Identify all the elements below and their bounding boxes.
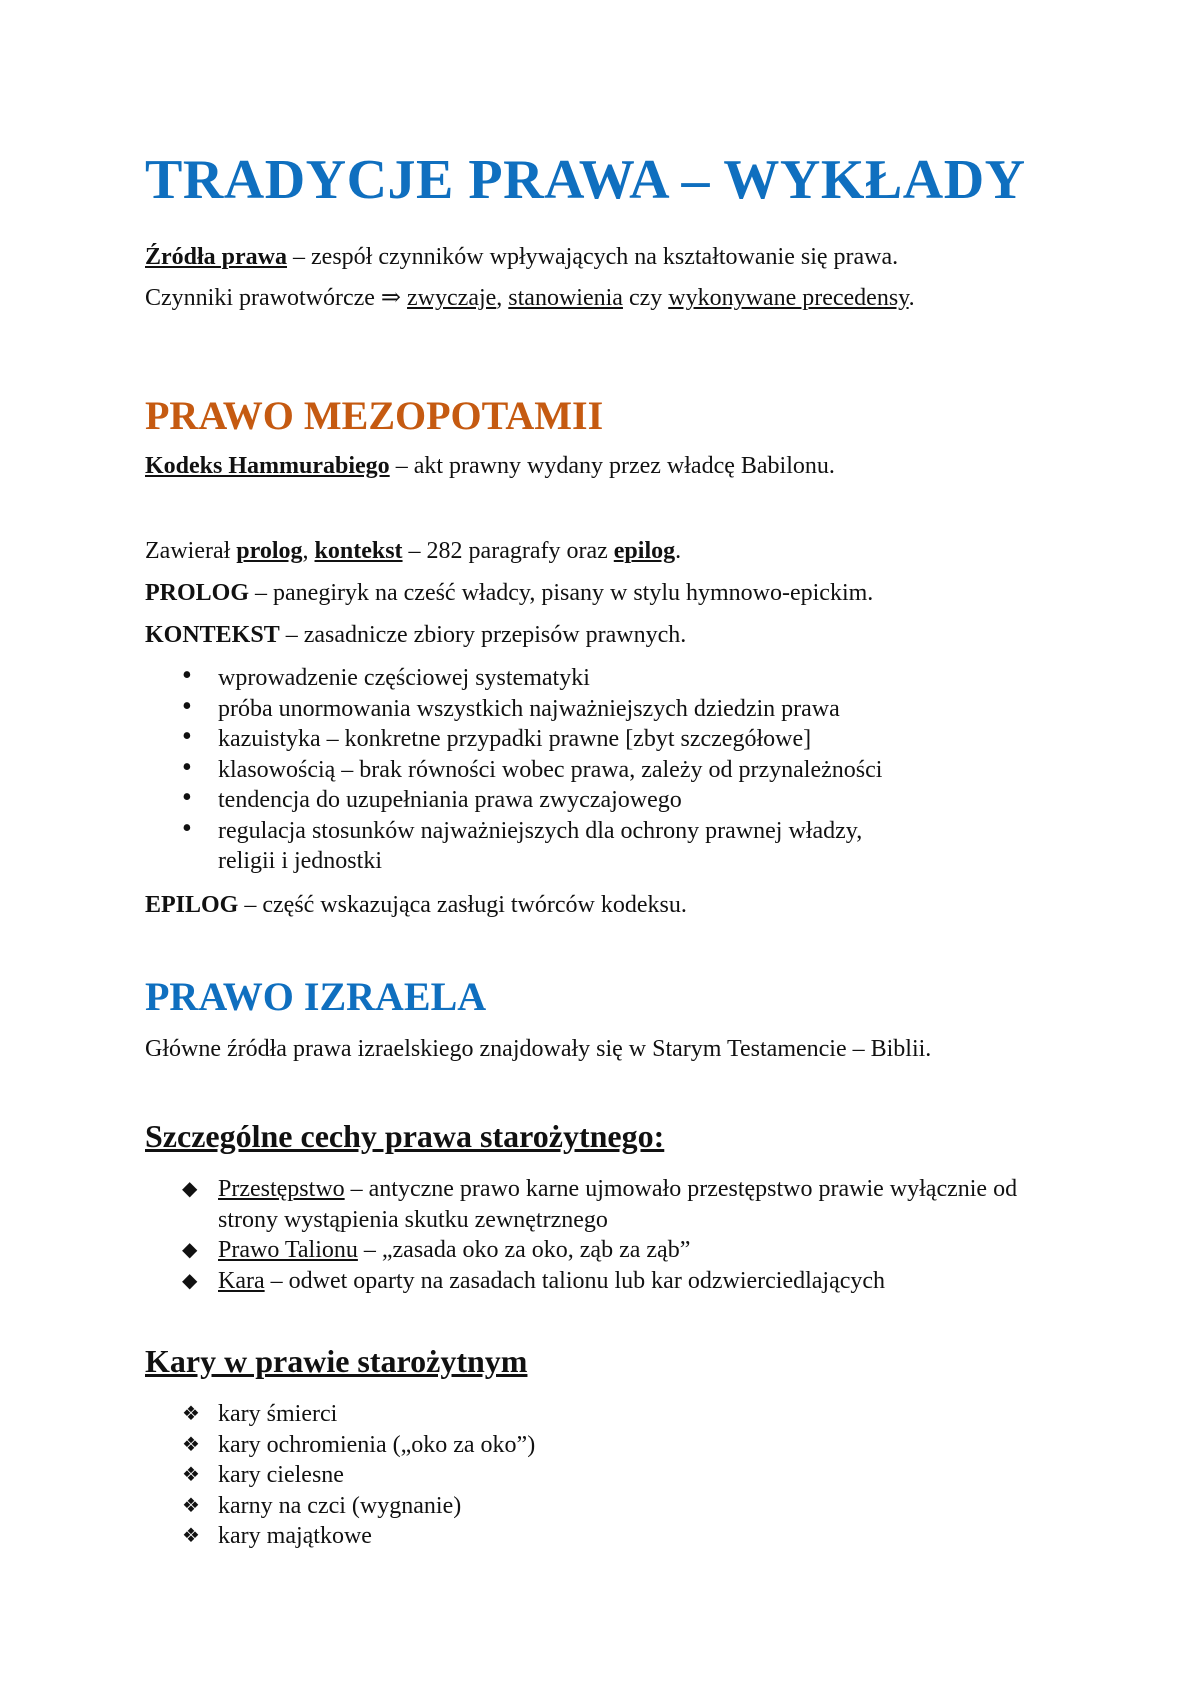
list-item bbox=[145, 751, 1075, 786]
zawieral-end: . bbox=[675, 538, 682, 564]
list-item bbox=[145, 1399, 1075, 1430]
heading-szczegolne-cechy: Szczególne cechy prawa starożytnego: bbox=[145, 1118, 665, 1154]
cecha-term: Kara bbox=[218, 1267, 265, 1294]
epilog-definition: – część wskazująca zasługi twórców kodeksu. bbox=[238, 892, 687, 918]
list-item bbox=[145, 1266, 1075, 1297]
czynnik-zwyczaje: zwyczaje bbox=[407, 285, 497, 311]
kontekst-paragraph bbox=[145, 620, 686, 650]
four-diamond-bullet-icon: ❖ bbox=[182, 1525, 200, 1547]
czynnik-precedensy: wykonywane precedensy bbox=[668, 285, 909, 311]
bullet-dot-icon: • bbox=[182, 751, 192, 783]
prolog-term: PROLOG bbox=[145, 580, 250, 606]
list-item bbox=[145, 1430, 1075, 1461]
zawieral-kontekst: kontekst bbox=[314, 538, 403, 564]
four-diamond-bullet-icon: ❖ bbox=[182, 1494, 200, 1517]
heading-kary: Kary w prawie starożytnym bbox=[145, 1343, 528, 1379]
cecha-term: Prawo Talionu bbox=[218, 1237, 358, 1263]
bullet-dot-icon: • bbox=[182, 660, 192, 691]
list-item-text: wprowadzenie częściowej systematyki bbox=[218, 665, 590, 691]
kodeks-term: Kodeks Hammurabiego bbox=[145, 453, 390, 479]
list-item-text: kary cielesne bbox=[218, 1462, 344, 1488]
diamond-bullet-icon: ◆ bbox=[182, 1178, 198, 1200]
kontekst-bullet-list bbox=[145, 660, 1075, 877]
bullet-dot-icon: • bbox=[182, 812, 192, 844]
zrodla-prawa-definition: – zespół czynników wpływających na kształtowanie się prawa. bbox=[287, 244, 899, 270]
cecha-definition: – antyczne prawo karne ujmowało przestępstwo prawie wyłącznie od strony wystąpienia skutku zewnętrznego bbox=[218, 1176, 1018, 1233]
epilog-paragraph bbox=[145, 890, 687, 920]
zawieral-middle: – 282 paragrafy oraz bbox=[402, 538, 614, 564]
bullet-dot-icon: • bbox=[182, 782, 192, 813]
prolog-paragraph bbox=[145, 578, 873, 608]
list-item bbox=[145, 812, 1075, 877]
list-item-text: kary ochromienia („oko za oko”) bbox=[218, 1431, 536, 1458]
cechy-bullet-list bbox=[145, 1174, 1075, 1296]
czynnik-stanowienia: stanowienia bbox=[508, 285, 623, 311]
diamond-bullet-icon: ◆ bbox=[182, 1269, 198, 1292]
list-item-text: kazuistyka – konkretne przypadki prawne [zbyt szczegółowe] bbox=[218, 726, 812, 752]
zrodla-prawa-paragraph bbox=[145, 242, 898, 272]
list-item bbox=[145, 782, 1075, 816]
list-item bbox=[145, 1491, 1075, 1522]
zrodla-prawa-term: Źródła prawa bbox=[145, 244, 288, 270]
epilog-term: EPILOG bbox=[145, 892, 239, 918]
list-item bbox=[145, 1460, 1075, 1491]
kodeks-paragraph bbox=[145, 451, 835, 481]
zawieral-separator: , bbox=[302, 538, 315, 564]
zawieral-epilog: epilog bbox=[613, 538, 676, 564]
list-item bbox=[145, 721, 1075, 755]
zawieral-prolog: prolog bbox=[236, 538, 303, 564]
list-item bbox=[145, 1521, 1075, 1552]
page-title: TRADYCJE PRAWA – WYKŁADY bbox=[145, 149, 1026, 211]
czynniki-separator: , bbox=[496, 285, 509, 311]
four-diamond-bullet-icon: ❖ bbox=[182, 1403, 200, 1425]
list-item-text: klasowością – brak równości wobec prawa, zależy od przynależności bbox=[218, 756, 883, 783]
kontekst-term: KONTEKST bbox=[145, 622, 280, 648]
four-diamond-bullet-icon: ❖ bbox=[182, 1464, 200, 1486]
list-item-text: karny na czci (wygnanie) bbox=[218, 1492, 462, 1519]
kodeks-definition: – akt prawny wydany przez władcę Babilonu. bbox=[389, 453, 835, 479]
list-item-text: kary śmierci bbox=[218, 1401, 338, 1427]
kary-bullet-list bbox=[145, 1399, 1075, 1552]
cecha-term: Przestępstwo bbox=[218, 1176, 345, 1202]
zawieral-paragraph bbox=[145, 536, 681, 566]
list-item bbox=[145, 690, 1075, 725]
list-item-text: próba unormowania wszystkich najważniejszych dziedzin prawa bbox=[218, 695, 840, 722]
diamond-bullet-icon: ◆ bbox=[182, 1239, 198, 1261]
list-item bbox=[145, 660, 1075, 694]
czynniki-paragraph bbox=[145, 283, 915, 313]
cecha-definition: – „zasada oko za oko, ząb za ząb” bbox=[357, 1237, 691, 1263]
izrael-paragraph: Główne źródła prawa izraelskiego znajdowały się w Starym Testamencie – Biblii. bbox=[145, 1036, 932, 1062]
list-item bbox=[145, 1235, 1075, 1266]
zawieral-prefix: Zawierał bbox=[145, 538, 237, 564]
list-item bbox=[145, 1174, 1075, 1235]
cecha-definition: – odwet oparty na zasadach talionu lub kar odzwierciedlających bbox=[264, 1267, 886, 1294]
list-item-text: tendencja do uzupełniania prawa zwyczajowego bbox=[218, 787, 682, 813]
four-diamond-bullet-icon: ❖ bbox=[182, 1433, 200, 1456]
list-item-text: regulacja stosunków najważniejszych dla ochrony prawnej władzy, religii i jednostki bbox=[218, 817, 863, 874]
kontekst-definition: – zasadnicze zbiory przepisów prawnych. bbox=[279, 622, 687, 648]
prolog-definition: – panegiryk na cześć władcy, pisany w stylu hymnowo-epickim. bbox=[249, 580, 874, 606]
heading-prawo-izraela: PRAWO IZRAELA bbox=[145, 974, 487, 1019]
bullet-dot-icon: • bbox=[182, 721, 192, 752]
heading-prawo-mezopotamii: PRAWO MEZOPOTAMII bbox=[145, 393, 604, 438]
czynniki-prefix: Czynniki prawotwórcze ⇒ bbox=[145, 285, 408, 311]
bullet-dot-icon: • bbox=[182, 690, 192, 722]
czynniki-separator: czy bbox=[622, 285, 669, 311]
list-item-text: kary majątkowe bbox=[218, 1523, 372, 1549]
czynniki-end: . bbox=[908, 285, 915, 311]
